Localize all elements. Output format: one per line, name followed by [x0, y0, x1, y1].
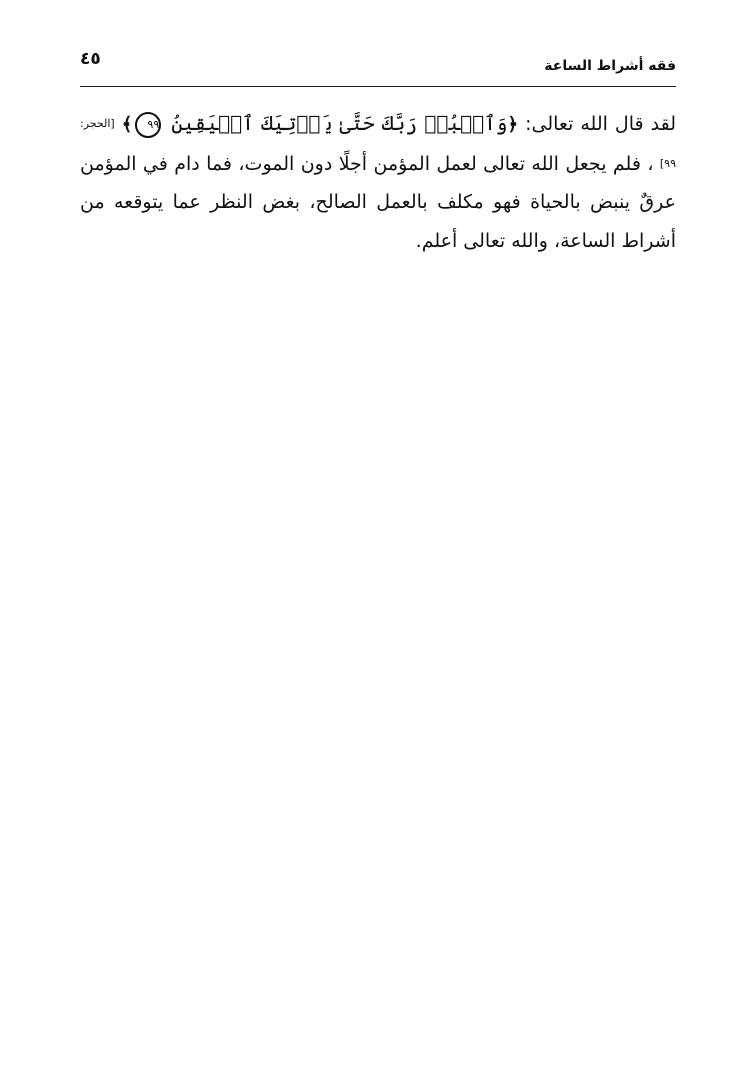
page-number: ٤٥ [80, 49, 101, 69]
running-header [80, 44, 676, 84]
intro-text: لقد قال الله تعالى: [525, 113, 676, 135]
quran-verse: وَٱعۡبُدۡ رَبَّكَ حَتَّىٰ يَأۡتِيَكَ ٱلۡيَقِينُ [171, 111, 508, 135]
ayah-number-marker: ٩٩ [135, 112, 161, 138]
body-paragraph [80, 104, 676, 260]
running-title: فقه أشراط الساعة [544, 58, 676, 74]
verse-open-brace: ﴿ [507, 114, 519, 135]
verse-citation: [الحجر: ٩٩] [80, 117, 676, 170]
paragraph-text: ، فلم يجعل الله تعالى لعمل المؤمن أجلًا دون الموت، فما دام في المؤمن عرقٌ ينبض بالحياة فهو مكلف بالعمل الصالح، بغض النظر عما يتوقعه من أشراط الساعة، والله تعالى أعلم. [80, 152, 676, 252]
verse-close-brace: ﴾ [121, 114, 133, 135]
header-rule [80, 86, 676, 87]
